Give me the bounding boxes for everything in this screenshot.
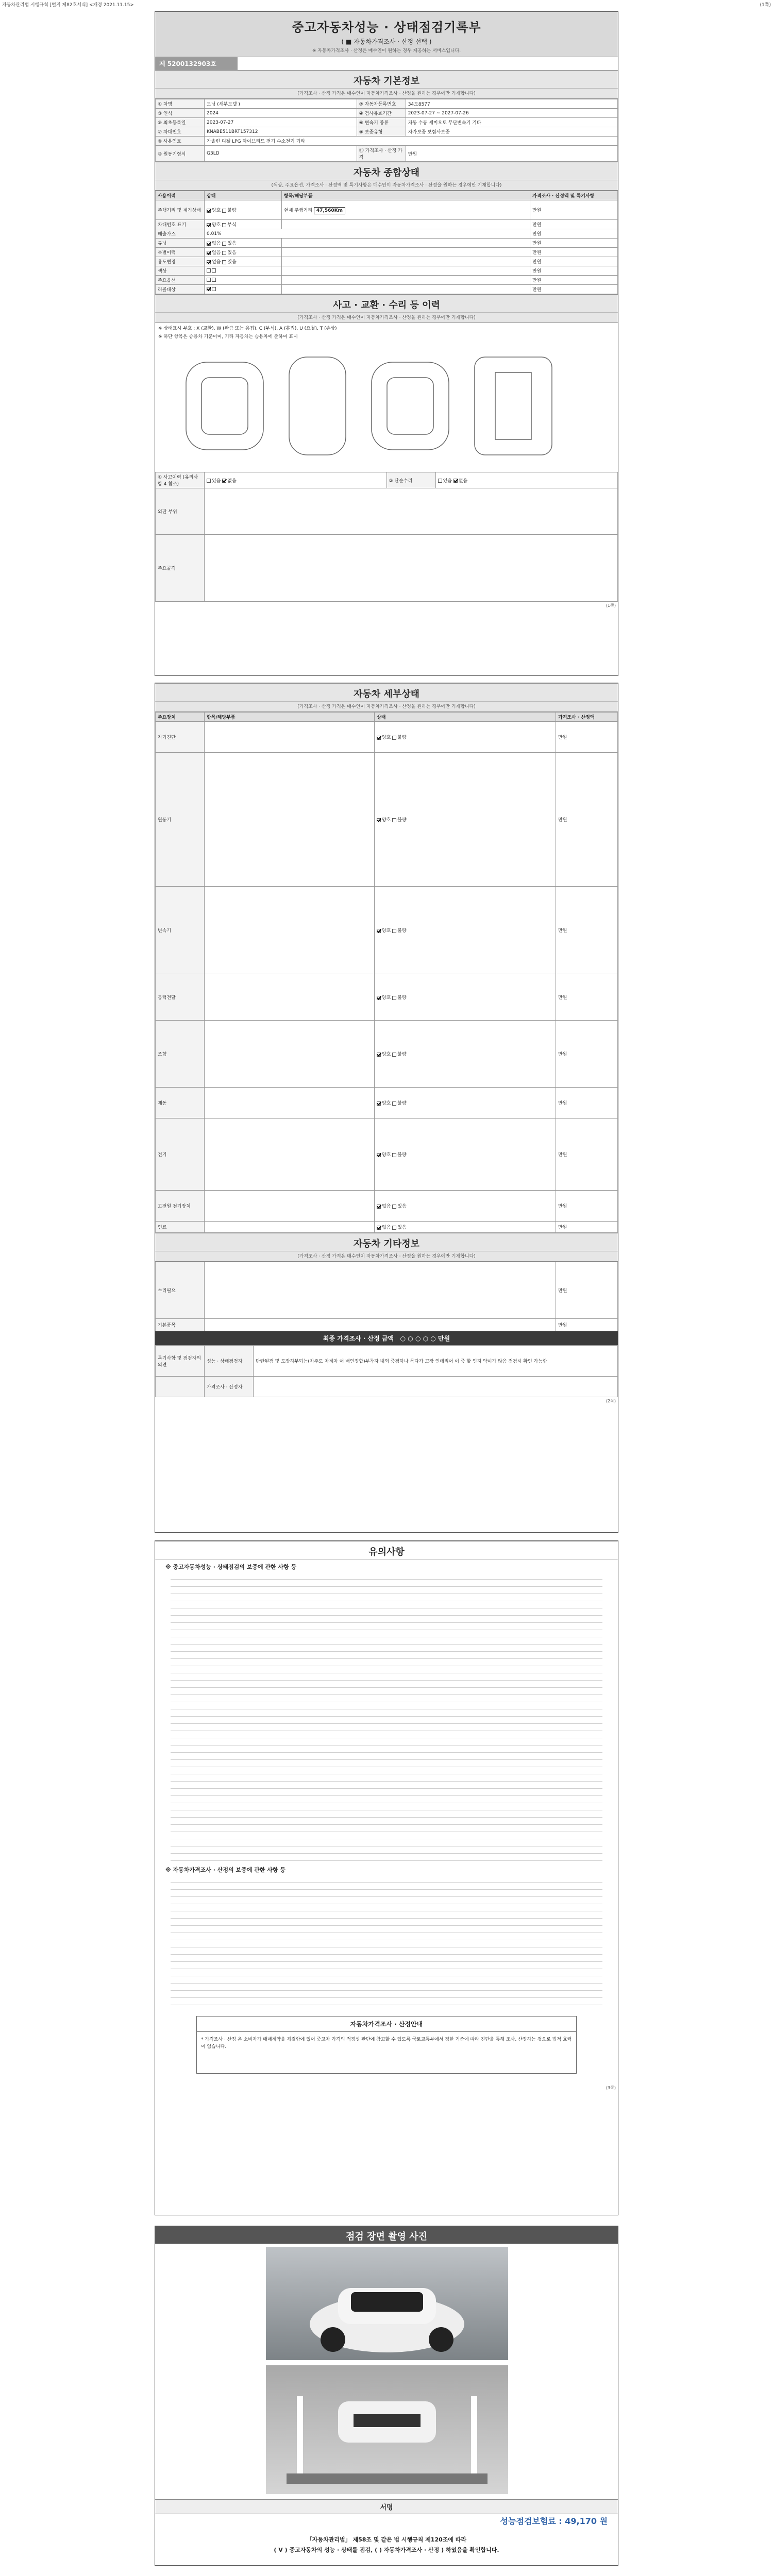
accident-sub: (가격조사 · 산정 가격은 매수인이 자동차가격조사 · 산정을 원하는 경우에만 기재합니다) — [155, 313, 618, 323]
assessment-box-text: * 가격조사 · 산정 은 소비자가 매매계약을 체결함에 있어 중고차 가격의 적정성 판단에 참고할 수 있도록 국토교통부에서 정한 기준에 따라 진단을 통해 조사, 산정하는 것으로 법적 효력이 없습니다. — [201, 2037, 572, 2049]
car-photo-lifted — [266, 2365, 508, 2494]
accident-title: 사고 · 교환 · 수리 등 이력 — [155, 294, 618, 313]
form-title: 중고자동차성능 · 상태점검기록부 — [292, 20, 481, 35]
page-marker-2: (2쪽) — [606, 1399, 616, 1403]
assessment-box — [196, 2016, 577, 2074]
detail-sub: (가격조사 · 산정 가격은 매수인이 자동차가격조사 · 산정을 원하는 경우에만 기재합니다) — [155, 702, 618, 712]
detail-table: 주요장치 항목/해당부품 상태 가격조사 · 산정액 자기진단 양호 불량 만원 원동기 양호 불량 만원 변속기 양호 불량 만원 동력전달 양호 불량 만원 조향 양호 불량 만원 제동 양호 불량 만원 전기 양호 불량 만원 고전원 전기장치 없음 있음 만원 연료 없음 있음 만원 — [155, 712, 618, 1233]
notes-body-2 — [171, 1877, 602, 2006]
photo-title: 점검 장면 촬영 사진 — [155, 2226, 618, 2244]
other-sub: (가격조사 · 산정 가격은 매수인이 자동차가격조사 · 산정을 원하는 경우에만 기재합니다) — [155, 1251, 618, 1262]
basic-info-sub: (가격조사 · 산정 가격은 매수인이 자동차가격조사 · 산정을 원하는 경우에만 기재합니다) — [155, 89, 618, 99]
form-reference: 자동차관리법 시행규칙 [별지 제82호서식] <개정 2021.11.15> (1쪽) — [2, 3, 771, 8]
doc-number: 제 5200132903호 — [155, 57, 238, 70]
accident-table: ① 사고이력 (유의사항 4 참조) 있음 없음 ② 단순수리 있음 없음 외판 부위 주요골격 — [155, 472, 618, 602]
other-title: 자동차 기타정보 — [155, 1233, 618, 1251]
notes-heading-2: ※ 자동차가격조사 · 산정의 보증에 관한 사항 등 — [165, 1867, 285, 1873]
final-price-bar: 최종 가격조사 · 산정 금액 ○ ○ ○ ○ ○ 만원 — [155, 1331, 618, 1345]
detail-title: 자동차 세부상태 — [155, 683, 618, 702]
overview-table: 사용이력 상태 항목/해당부품 가격조사 · 산정액 및 특기사항 주행거리 및 계기상태 양호 불량 현재 주행거리 47,560Km 만원 차대번호 표기 양호 부식 만원 배출가스 0.01% 만원 튜닝 없음 있음 만원 특별이력 없음 있음 만원 용도변경 없음 있음 만원 색상 만원 주요옵션 만원 리콜대상 만원 — [155, 191, 618, 294]
basic-info-table: ① 차명 모닝 (새부모델 ) ② 자동차등록번호 34도8577 ③ 연식 2024 ④ 검사유효기간 2023-07-27 ~ 2027-07-26 ⑤ 최초등록일 2023-07-27 ⑥ 변속기 종류 자동 수동 세미오토 무단변속기 기타 ⑦ 차대번호 KNABE511BRT157312 ⑧ 보증유형 자가보증 보험사보증 ⑨ 사용연료 가솔린 디젤 LPG 하이브리드 전기 수소전기 기타 ⑩ 원동기형식 G3LD ⑪ 가격조사 · 산정 가격 만원 — [155, 99, 618, 162]
form-note: ※ 자동차가격조사 · 산정은 매수인이 원하는 경우 제공하는 서비스입니다. — [312, 48, 461, 54]
law-text-2: ( V ) 중고자동차의 성능 · 상태를 점검, ( ) 자동차가격조사 · 산정 ) 하였음을 확인합니다. — [274, 2547, 499, 2553]
overview-sub: (색상, 주요옵션, 가격조사 · 산정액 및 특기사항은 매수인이 자동차가격조사 · 산정을 원하는 경우에만 기재합니다) — [155, 180, 618, 191]
signature-table: 특기사항 및 점검자의 의견 성능 · 상태점검자 단란된점 및 도장하부되는(차주도 차계차 어 배인정합)부착자 내외 중점하나 목다가 고장 인테리어 이 중 할 인지 약이가 않음 점검시 확인 가능함 가격조사 · 산정자 — [155, 1345, 618, 1397]
law-text: 「자동차관리법」 제58조 및 같은 법 시행규칙 제120조에 따라 — [306, 2536, 467, 2543]
notes-heading-1: ※ 중고자동차성능 · 상태점검의 보증에 관한 사항 등 — [165, 1564, 297, 1570]
form-header — [155, 12, 618, 57]
form-subtitle: ( ■ 자동차가격조사 · 산정 선택 ) — [341, 38, 432, 45]
page-2 — [155, 683, 618, 1533]
car-diagram — [155, 342, 618, 470]
page-3 — [155, 1540, 618, 2215]
page-marker: (1쪽) — [606, 603, 616, 608]
accident-legend: ※ 상태표시 부호 : X (교환), W (판금 또는 용접), C (부식), A (흠집), U (요철), T (손상) — [158, 326, 337, 331]
notes-title: 유의사항 — [155, 1541, 618, 1560]
page-4 — [155, 2226, 618, 2566]
sign-title: 서명 — [155, 2499, 618, 2514]
assessment-box-title: 자동차가격조사 · 산정안내 — [197, 2016, 576, 2032]
overview-title: 자동차 종합상태 — [155, 162, 618, 180]
mileage-value: 47,560Km — [314, 207, 345, 214]
accident-legend-2: ※ 하단 항목은 승용차 기준이며, 기타 자동차는 승용차에 준하여 표시 — [158, 334, 298, 340]
page-marker-3: (3쪽) — [606, 2086, 616, 2090]
insurance-fee: 성능점검보험료 : 49,170 원 — [500, 2516, 608, 2526]
page-1 — [155, 11, 618, 676]
basic-info-title: 자동차 기본정보 — [155, 70, 618, 89]
notes-body-1 — [171, 1574, 602, 1862]
other-table: 수리필요 만원 기본품목 만원 — [155, 1262, 618, 1331]
car-photo-front — [266, 2247, 508, 2360]
